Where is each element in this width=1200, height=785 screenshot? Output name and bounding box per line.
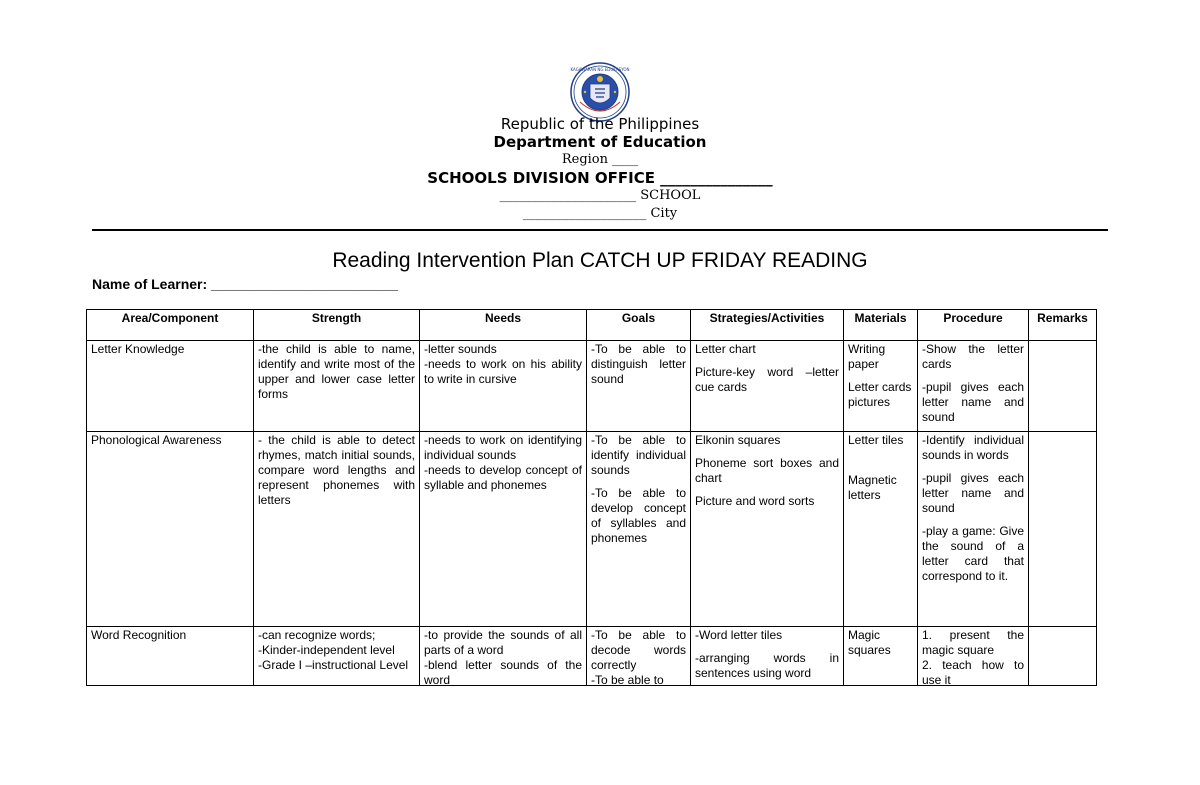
materials-cell — [844, 341, 918, 432]
strategy-item: Picture-key word –letter cue cards — [695, 365, 839, 394]
area-cell: Phonological Awareness — [87, 432, 254, 627]
remarks-cell — [1029, 627, 1097, 686]
strategy-item: -arranging words in sentences using word — [695, 651, 839, 680]
procedure-item: -pupil gives each letter name and sound — [922, 380, 1024, 424]
page-title: Reading Intervention Plan CATCH UP FRIDAY READING — [332, 249, 868, 272]
column-header: Strategies/Activities — [691, 310, 844, 341]
area-cell — [87, 627, 254, 686]
strength-item: -Kinder-independent level — [258, 643, 395, 657]
strategies-cell — [691, 432, 844, 627]
material-item: Letter cards pictures — [848, 380, 912, 409]
materials-cell — [844, 432, 918, 627]
material-item: Letter tiles — [848, 433, 904, 447]
remarks-content — [1033, 628, 1092, 684]
table-header-row — [87, 310, 1097, 341]
svg-text:KAGAWARAN NG EDUKASYON: KAGAWARAN NG EDUKASYON — [570, 67, 630, 72]
area-cell: Letter Knowledge — [87, 341, 254, 432]
procedure-cell — [918, 341, 1029, 432]
spacer — [695, 486, 839, 494]
column-header: Procedure — [918, 310, 1029, 341]
spacer — [591, 478, 686, 486]
materials-cell — [844, 627, 918, 686]
needs-item: -needs to work on his ability to write in cursive — [424, 357, 582, 386]
procedure-item: 1. present the magic square — [922, 628, 1024, 657]
needs-item: -needs to develop concept of syllable and phonemes — [424, 463, 582, 492]
needs-item: -to provide the sounds of all parts of a word — [424, 628, 582, 657]
column-header: Goals — [587, 310, 691, 341]
spacer — [922, 516, 1024, 524]
procedure-cell — [918, 432, 1029, 627]
intervention-plan-table — [86, 309, 1097, 686]
strategy-item: -Word letter tiles — [695, 628, 783, 642]
strength-item: -Grade I –instructional Level — [258, 658, 409, 672]
department-heading: Department of Education — [493, 133, 707, 151]
goals-cell — [587, 341, 691, 432]
spacer — [695, 357, 839, 365]
needs-content — [424, 628, 582, 684]
needs-cell — [420, 432, 587, 627]
procedure-item: -pupil gives each letter name and sound — [922, 471, 1024, 515]
area-text: Word Recognition — [91, 628, 187, 642]
header-divider — [92, 229, 1108, 231]
remarks-cell — [1029, 341, 1097, 432]
goals-item: -To be able to identify individual sounds — [591, 433, 686, 477]
column-header: Area/Component — [87, 310, 254, 341]
needs-cell — [420, 627, 587, 686]
material-item: Writing paper — [848, 342, 886, 371]
goals-item: -To be able to decode words correctly — [591, 628, 686, 672]
table-row — [87, 627, 1097, 686]
strategy-item: Elkonin squares — [695, 433, 781, 447]
procedure-content — [922, 628, 1024, 684]
strength-item: -can recognize words; — [258, 628, 376, 642]
learner-name-label: Name of Learner: ________________________ — [92, 276, 398, 292]
goals-item: -To be able to distinguish letter sound — [591, 342, 686, 386]
procedure-cell — [918, 627, 1029, 686]
needs-item: -letter sounds — [424, 342, 497, 356]
procedure-item: 2. teach how to use it — [922, 658, 1024, 684]
spacer — [922, 372, 1024, 380]
school-line: _____________________ SCHOOL — [499, 188, 701, 203]
spacer — [848, 448, 913, 473]
procedure-item: -Identify individual sounds in words — [922, 433, 1024, 462]
table-row — [87, 432, 1097, 627]
spacer — [848, 372, 913, 380]
materials-content — [848, 628, 913, 684]
procedure-item: -play a game: Give the sound of a letter card that correspond to it. — [922, 524, 1024, 583]
table-row — [87, 341, 1097, 432]
remarks-cell — [1029, 432, 1097, 627]
column-header: Needs — [420, 310, 587, 341]
material-item: Magic squares — [848, 628, 891, 657]
spacer — [695, 643, 839, 651]
strategies-content — [695, 628, 839, 684]
goals-content — [591, 628, 686, 684]
strategies-cell — [691, 627, 844, 686]
needs-item: -needs to work on identifying individual sounds — [424, 433, 582, 462]
strategies-cell — [691, 341, 844, 432]
city-line: ___________________ City — [522, 206, 678, 221]
spacer — [695, 448, 839, 456]
strength-content — [258, 628, 415, 684]
goals-cell — [587, 627, 691, 686]
goals-item: -To be able to — [591, 673, 664, 684]
strength-cell — [254, 627, 420, 686]
column-header: Remarks — [1029, 310, 1097, 341]
column-header: Strength — [254, 310, 420, 341]
republic-heading: Republic of the Philippines — [500, 115, 700, 133]
goals-item: -To be able to develop concept of syllables and phonemes — [591, 486, 686, 545]
material-item: Magnetic letters — [848, 473, 897, 502]
procedure-item: -Show the letter cards — [922, 342, 1024, 371]
region-line: Region ____ — [561, 152, 639, 167]
strength-cell: -the child is able to name, identify and write most of the upper and lower case letter forms — [254, 341, 420, 432]
goals-cell — [587, 432, 691, 627]
needs-cell — [420, 341, 587, 432]
deped-seal-logo — [570, 62, 630, 122]
needs-item: -blend letter sounds of the word — [424, 658, 582, 684]
column-header: Materials — [844, 310, 918, 341]
strength-cell: - the child is able to detect rhymes, match initial sounds, compare word lengths and represent phonemes with letters — [254, 432, 420, 627]
spacer — [922, 463, 1024, 471]
strategy-item: Letter chart — [695, 342, 756, 356]
strategy-item: Phoneme sort boxes and chart — [695, 456, 839, 485]
division-office-line: SCHOOLS DIVISION OFFICE _______________ — [427, 169, 773, 187]
strategy-item: Picture and word sorts — [695, 494, 815, 508]
